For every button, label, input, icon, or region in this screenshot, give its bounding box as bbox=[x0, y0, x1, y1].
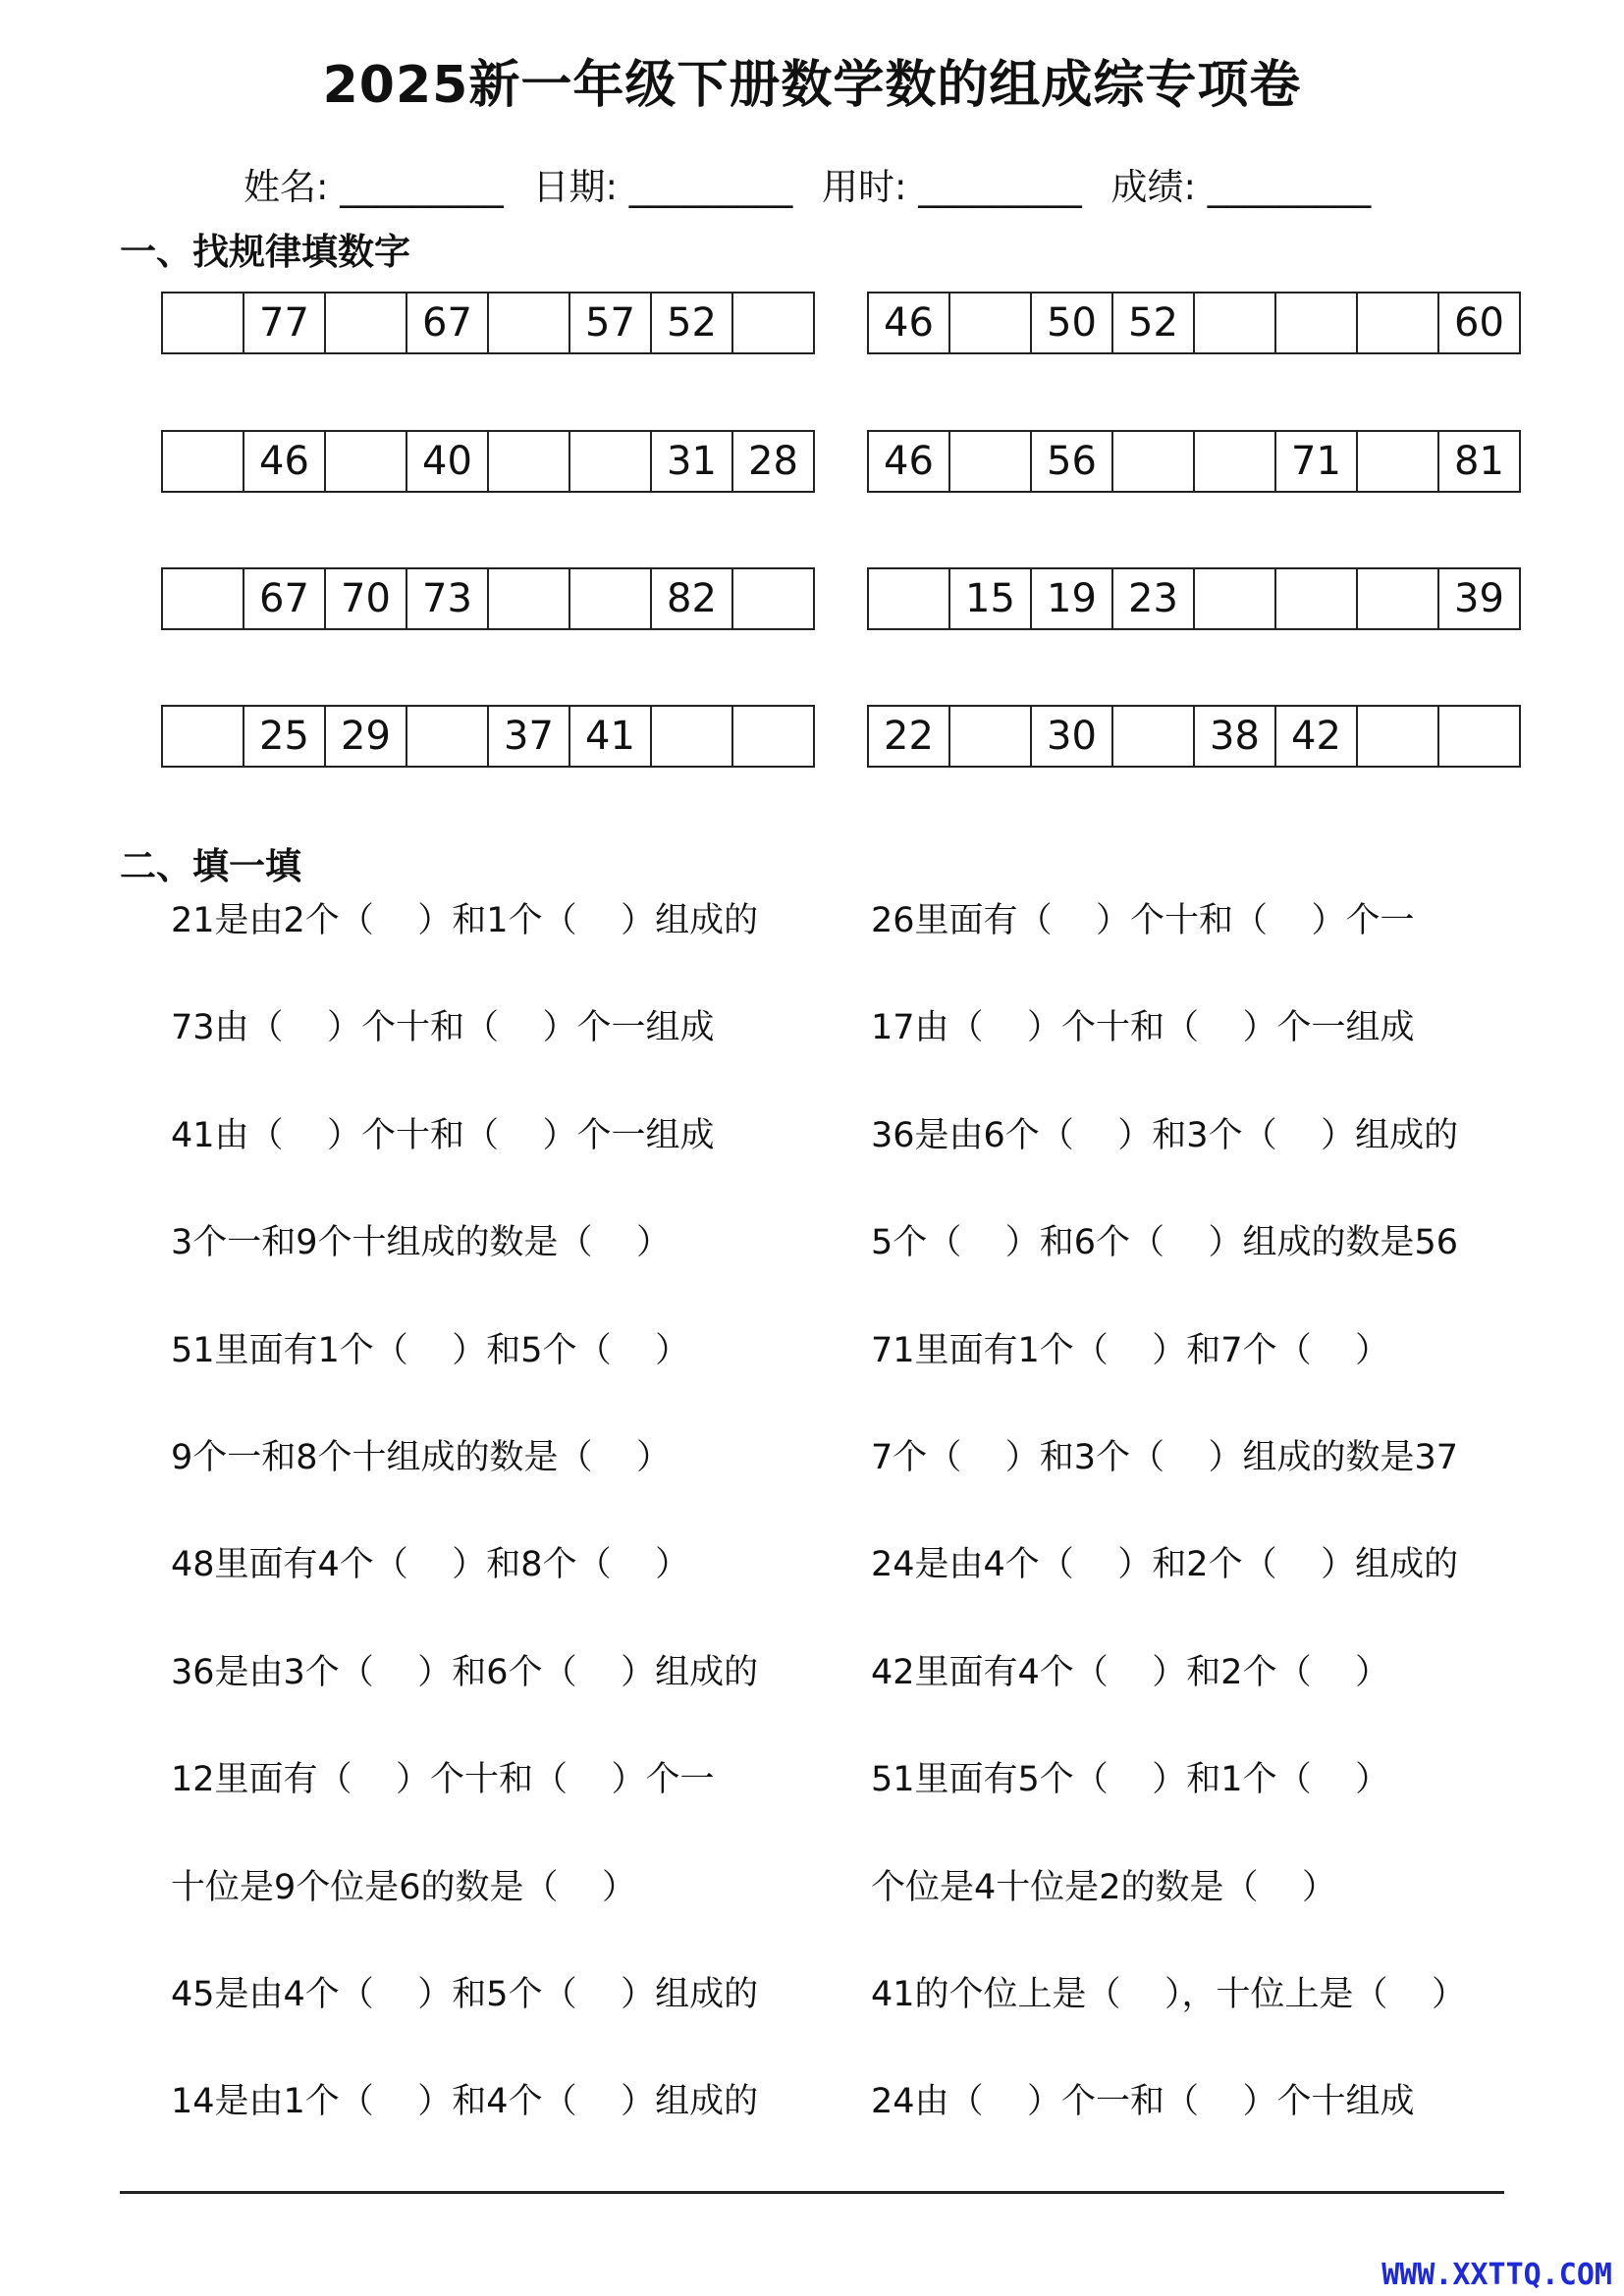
blank-cell[interactable] bbox=[163, 705, 244, 768]
blank-cell[interactable] bbox=[489, 430, 570, 493]
blank-cell[interactable] bbox=[1195, 292, 1276, 354]
number-cell: 60 bbox=[1439, 292, 1521, 354]
number-cell: 56 bbox=[1032, 430, 1113, 493]
number-cell: 52 bbox=[652, 292, 733, 354]
blank-cell[interactable] bbox=[489, 292, 570, 354]
blank-cell[interactable] bbox=[1113, 705, 1195, 768]
blank-cell[interactable] bbox=[163, 430, 244, 493]
number-grid-1 bbox=[161, 292, 815, 354]
blank-cell[interactable] bbox=[950, 705, 1032, 768]
blank-cell[interactable] bbox=[1358, 567, 1439, 630]
question-right-5[interactable]: 71里面有1个（ ）和7个（ ） bbox=[871, 1331, 1390, 1370]
blank-cell[interactable] bbox=[652, 705, 733, 768]
number-cell: 19 bbox=[1032, 567, 1113, 630]
question-left-10[interactable]: 十位是9个位是6的数是（ ） bbox=[171, 1868, 637, 1907]
question-left-4[interactable]: 3个一和9个十组成的数是（ ） bbox=[171, 1223, 672, 1262]
question-right-11[interactable]: 41的个位上是（ ），十位上是（ ） bbox=[871, 1975, 1467, 2014]
number-cell: 67 bbox=[407, 292, 489, 354]
number-cell: 82 bbox=[652, 567, 733, 630]
question-left-12[interactable]: 14是由1个（ ）和4个（ ）组成的 bbox=[171, 2082, 759, 2121]
number-cell: 50 bbox=[1032, 292, 1113, 354]
number-cell: 39 bbox=[1439, 567, 1521, 630]
question-left-9[interactable]: 12里面有（ ）个十和（ ）个一 bbox=[171, 1760, 715, 1799]
number-cell: 28 bbox=[733, 430, 815, 493]
number-grid-8 bbox=[867, 705, 1521, 768]
number-cell: 81 bbox=[1439, 430, 1521, 493]
question-left-7[interactable]: 48里面有4个（ ）和8个（ ） bbox=[171, 1545, 690, 1584]
blank-cell[interactable] bbox=[733, 705, 815, 768]
section-1-title: 一、找规律填数字 bbox=[120, 231, 410, 273]
number-cell: 77 bbox=[244, 292, 326, 354]
question-right-6[interactable]: 7个（ ）和3个（ ）组成的数是37 bbox=[871, 1438, 1459, 1477]
number-cell: 40 bbox=[407, 430, 489, 493]
number-cell: 31 bbox=[652, 430, 733, 493]
number-cell: 46 bbox=[869, 430, 950, 493]
question-left-2[interactable]: 73由（ ）个十和（ ）个一组成 bbox=[171, 1008, 715, 1047]
number-cell: 23 bbox=[1113, 567, 1195, 630]
number-cell: 46 bbox=[869, 292, 950, 354]
question-left-6[interactable]: 9个一和8个十组成的数是（ ） bbox=[171, 1438, 672, 1477]
number-cell: 41 bbox=[570, 705, 652, 768]
number-cell: 22 bbox=[869, 705, 950, 768]
blank-cell[interactable] bbox=[1358, 430, 1439, 493]
blank-cell[interactable] bbox=[1276, 292, 1358, 354]
number-cell: 52 bbox=[1113, 292, 1195, 354]
watermark: WWW.XXTTQ.COM bbox=[1381, 2258, 1612, 2292]
blank-cell[interactable] bbox=[163, 567, 244, 630]
score-field[interactable]: 成绩: _________ bbox=[1110, 166, 1372, 208]
blank-cell[interactable] bbox=[1358, 292, 1439, 354]
number-grid-4 bbox=[867, 430, 1521, 493]
blank-cell[interactable] bbox=[1358, 705, 1439, 768]
number-cell: 29 bbox=[326, 705, 407, 768]
bottom-divider bbox=[120, 2191, 1504, 2194]
number-cell: 70 bbox=[326, 567, 407, 630]
blank-cell[interactable] bbox=[407, 705, 489, 768]
blank-cell[interactable] bbox=[1195, 567, 1276, 630]
number-cell: 71 bbox=[1276, 430, 1358, 493]
blank-cell[interactable] bbox=[570, 567, 652, 630]
number-cell: 15 bbox=[950, 567, 1032, 630]
blank-cell[interactable] bbox=[733, 292, 815, 354]
blank-cell[interactable] bbox=[326, 430, 407, 493]
section-2-title: 二、填一填 bbox=[120, 845, 301, 887]
number-grid-6 bbox=[867, 567, 1521, 630]
number-cell: 46 bbox=[244, 430, 326, 493]
number-cell: 38 bbox=[1195, 705, 1276, 768]
number-grid-7 bbox=[161, 705, 815, 768]
date-field[interactable]: 日期: _________ bbox=[532, 166, 793, 208]
number-cell: 67 bbox=[244, 567, 326, 630]
blank-cell[interactable] bbox=[163, 292, 244, 354]
question-right-12[interactable]: 24由（ ）个一和（ ）个十组成 bbox=[871, 2082, 1415, 2121]
question-right-7[interactable]: 24是由4个（ ）和2个（ ）组成的 bbox=[871, 1545, 1459, 1584]
number-cell: 25 bbox=[244, 705, 326, 768]
number-grid-5 bbox=[161, 567, 815, 630]
blank-cell[interactable] bbox=[950, 292, 1032, 354]
question-right-2[interactable]: 17由（ ）个十和（ ）个一组成 bbox=[871, 1008, 1415, 1047]
blank-cell[interactable] bbox=[1113, 430, 1195, 493]
blank-cell[interactable] bbox=[489, 567, 570, 630]
blank-cell[interactable] bbox=[1439, 705, 1521, 768]
question-left-1[interactable]: 21是由2个（ ）和1个（ ）组成的 bbox=[171, 901, 759, 940]
question-left-8[interactable]: 36是由3个（ ）和6个（ ）组成的 bbox=[171, 1653, 759, 1692]
number-cell: 37 bbox=[489, 705, 570, 768]
number-cell: 57 bbox=[570, 292, 652, 354]
question-right-1[interactable]: 26里面有（ ）个十和（ ）个一 bbox=[871, 901, 1415, 940]
number-grid-3 bbox=[161, 430, 815, 493]
number-grid-2 bbox=[867, 292, 1521, 354]
blank-cell[interactable] bbox=[1195, 430, 1276, 493]
number-cell: 30 bbox=[1032, 705, 1113, 768]
question-right-10[interactable]: 个位是4十位是2的数是（ ） bbox=[871, 1868, 1337, 1907]
question-right-3[interactable]: 36是由6个（ ）和3个（ ）组成的 bbox=[871, 1116, 1459, 1155]
blank-cell[interactable] bbox=[869, 567, 950, 630]
blank-cell[interactable] bbox=[1276, 567, 1358, 630]
question-left-11[interactable]: 45是由4个（ ）和5个（ ）组成的 bbox=[171, 1975, 759, 2014]
question-left-3[interactable]: 41由（ ）个十和（ ）个一组成 bbox=[171, 1116, 715, 1155]
question-right-4[interactable]: 5个（ ）和6个（ ）组成的数是56 bbox=[871, 1223, 1459, 1262]
time-field[interactable]: 用时: _________ bbox=[822, 166, 1082, 208]
blank-cell[interactable] bbox=[950, 430, 1032, 493]
question-right-8[interactable]: 42里面有4个（ ）和2个（ ） bbox=[871, 1653, 1390, 1692]
blank-cell[interactable] bbox=[733, 567, 815, 630]
name-field[interactable]: 姓名: _________ bbox=[244, 166, 504, 208]
page-title: 2025新一年级下册数学数的组成综专项卷 bbox=[322, 56, 1302, 115]
question-right-9[interactable]: 51里面有5个（ ）和1个（ ） bbox=[871, 1760, 1390, 1799]
number-cell: 42 bbox=[1276, 705, 1358, 768]
number-cell: 73 bbox=[407, 567, 489, 630]
blank-cell[interactable] bbox=[326, 292, 407, 354]
blank-cell[interactable] bbox=[570, 430, 652, 493]
student-info-row bbox=[244, 157, 1371, 210]
question-left-5[interactable]: 51里面有1个（ ）和5个（ ） bbox=[171, 1331, 690, 1370]
